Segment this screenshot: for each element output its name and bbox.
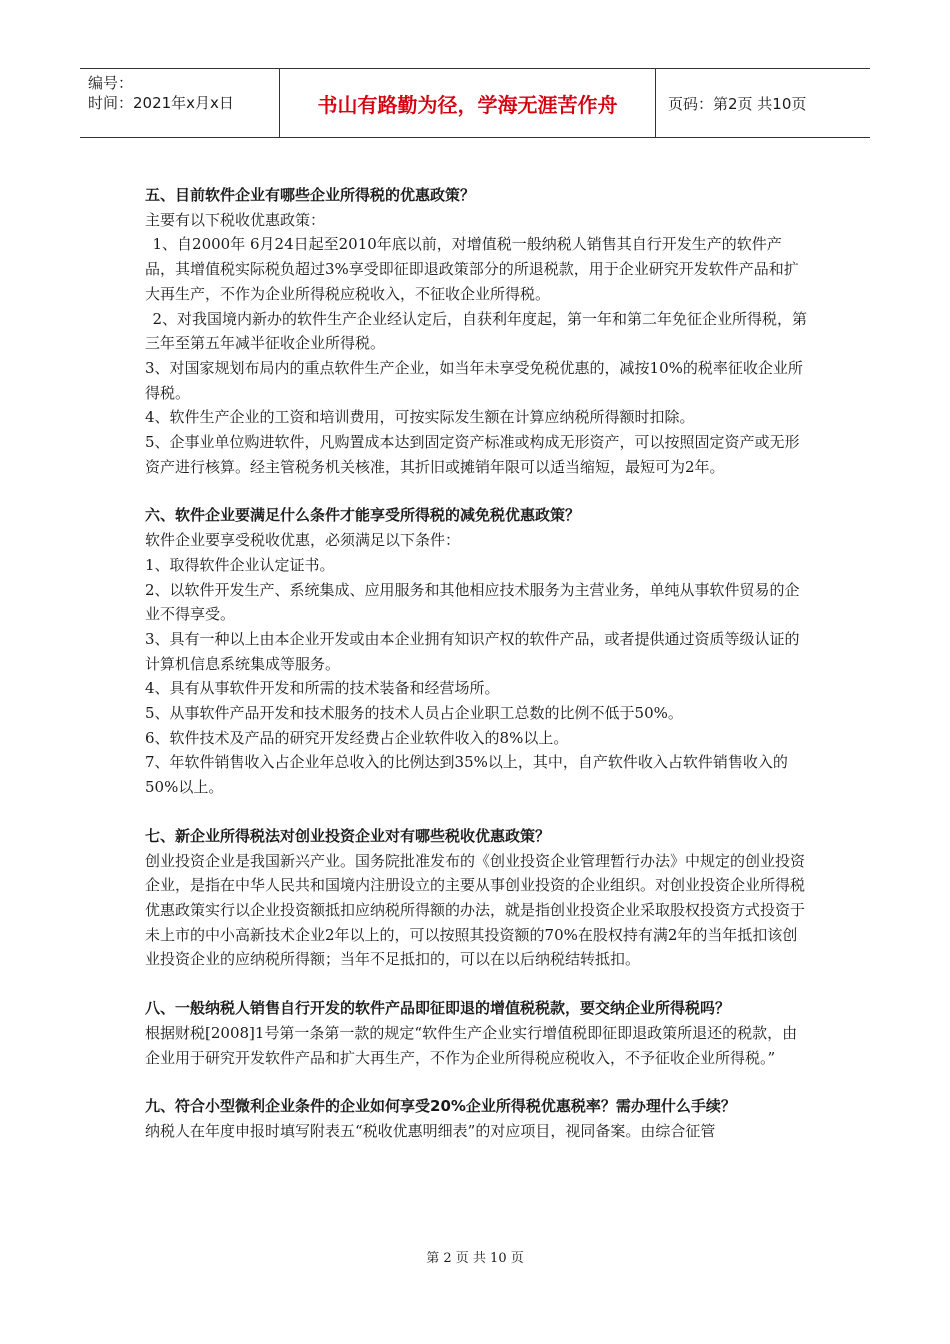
section-8 xyxy=(145,996,810,1070)
section-title: 九、符合小型微利企业条件的企业如何享受20%企业所得税优惠税率？需办理什么手续？ xyxy=(145,1097,736,1116)
paragraph: 1、自2000年 6月24日起至2010年底以前，对增值税一般纳税人销售其自行开发生产的软件产品，其增值税实际税负超过3%享受即征即退政策部分的所退税款，用于企业研究开发软件产品和扩大再生产，不作为企业所得税应税收入，不征收企业所得税。 xyxy=(145,235,799,303)
paragraph: 3、对国家规划布局内的重点软件生产企业，如当年未享受免税优惠的，减按10%的税率征收企业所得税。 xyxy=(145,358,803,402)
paragraph: 7、年软件销售收入占企业年总收入的比例达到35%以上，其中，自产软件收入占软件销售收入的50%以上。 xyxy=(145,753,788,797)
paragraph: 软件企业要享受税收优惠，必须满足以下条件： xyxy=(145,531,461,550)
time-label: 时间：2021年x月x日 xyxy=(88,94,234,112)
paragraph: 根据财税[2008]1号第一条第一款的规定“软件生产企业实行增值税即征即退政策所退还的税款，由企业用于研究开发软件产品和扩大再生产，不作为企业所得税应税收入，不予征收企业所得税。” xyxy=(145,1023,798,1067)
header-motto: 书山有路勤为径，学海无涯苦作舟 xyxy=(280,69,656,137)
section-9 xyxy=(145,1094,810,1143)
paragraph: 创业投资企业是我国新兴产业。国务院批准发布的《创业投资企业管理暂行办法》中规定的创业投资企业，是指在中华人民共和国境内注册设立的主要从事创业投资的企业组织。对创业投资企业所得税优惠政策实行以企业投资额抵扣应纳税所得额的办法，就是指创业投资企业采取股权投资方式投资于未上市的中小高新技术企业2年以上的，可以按照其投资额的70%在股权持有满2年的当年抵扣该创业投资企业的应纳税所得额；当年不足抵扣的，可以在以后纳税结转抵扣。 xyxy=(145,851,806,969)
paragraph: 纳税人在年度申报时填写附表五“税收优惠明细表”的对应项目，视同备案。由综合征管 xyxy=(145,1121,716,1140)
number-label: 编号： xyxy=(88,74,134,92)
section-6 xyxy=(145,503,810,799)
section-title: 七、新企业所得税法对创业投资企业对有哪些税收优惠政策？ xyxy=(145,826,551,845)
header-info xyxy=(80,69,280,137)
paragraph: 主要有以下税收优惠政策： xyxy=(145,210,326,229)
page-footer: 第 2 页 共 10 页 xyxy=(426,1251,524,1266)
paragraph: 2、以软件开发生产、系统集成、应用服务和其他相应技术服务为主营业务，单纯从事软件贸易的企业不得享受。 xyxy=(145,580,800,624)
paragraph: 5、企事业单位购进软件，凡购置成本达到固定资产标准或构成无形资产，可以按照固定资产或无形资产进行核算。经主管税务机关核准，其折旧或摊销年限可以适当缩短，最短可为2年。 xyxy=(145,433,800,476)
paragraph: 2、对我国境内新办的软件生产企业经认定后，自获利年度起，第一年和第二年免征企业所得税，第三年至第五年减半征收企业所得税。 xyxy=(145,309,808,353)
document-body xyxy=(145,183,810,1168)
section-7 xyxy=(145,824,810,972)
paragraph: 4、软件生产企业的工资和培训费用，可按实际发生额在计算应纳税所得额时扣除。 xyxy=(145,408,695,427)
paragraph: 3、具有一种以上由本企业开发或由本企业拥有知识产权的软件产品，或者提供通过资质等级认证的计算机信息系统集成等服务。 xyxy=(145,629,800,673)
section-title: 五、目前软件企业有哪些企业所得税的优惠政策？ xyxy=(145,186,476,204)
page-header xyxy=(80,68,870,138)
header-page-label: 页码：第2页 共10页 xyxy=(668,94,807,113)
section-title: 八、一般纳税人销售自行开发的软件产品即征即退的增值税税款，要交纳企业所得税吗？ xyxy=(145,999,731,1018)
paragraph: 6、软件技术及产品的研究开发经费占企业软件收入的8%以上。 xyxy=(145,728,569,747)
paragraph: 4、具有从事软件开发和所需的技术装备和经营场所。 xyxy=(145,679,500,698)
paragraph: 5、从事软件产品开发和技术服务的技术人员占企业职工总数的比例不低于50%。 xyxy=(145,704,683,723)
paragraph: 1、取得软件企业认定证书。 xyxy=(145,555,335,574)
section-5 xyxy=(145,183,810,479)
section-title: 六、软件企业要满足什么条件才能享受所得税的减免税优惠政策？ xyxy=(145,506,581,525)
